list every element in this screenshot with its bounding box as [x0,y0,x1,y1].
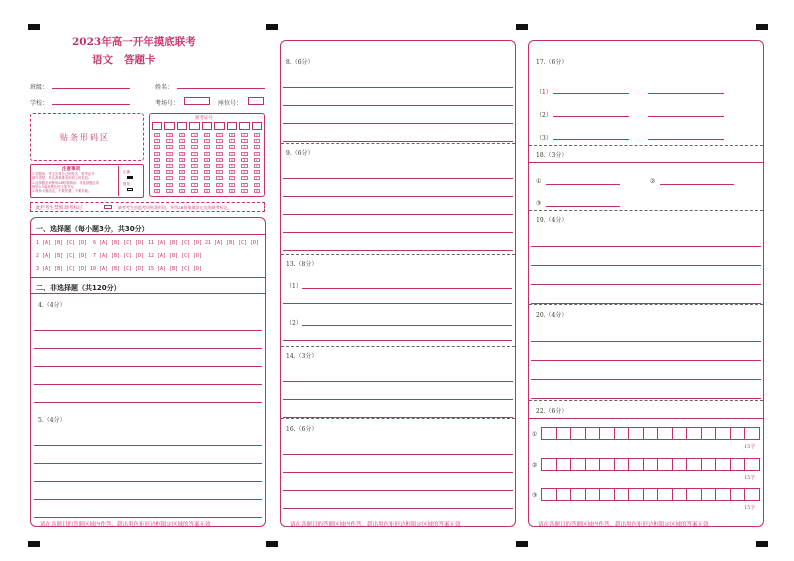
exam-number-cells[interactable] [151,122,263,196]
exam-digit-bubble[interactable]: 5 [166,164,172,168]
choice-q7[interactable]: 7 [A] [B] [C] [D] [93,253,145,259]
exam-room-label: 考场号： [155,100,180,107]
q17-3-line-b[interactable] [648,139,724,140]
exam-digit-bubble[interactable]: 9 [216,189,222,193]
notice-lines: 1.答题前，考生先将自己的姓名、准考证号 填写清楚，并认真核准条形码上的信息。 2.选择题必须使用2B铅笔填涂；非选择题必须 使用0.5毫米黑色签字笔书写。 3.保持卡面清洁，不要折叠、不要弄破。 [32,172,100,194]
exam-digit-box[interactable] [214,122,224,130]
exam-digit-box[interactable] [239,122,249,130]
exam-digit-box[interactable] [177,122,187,130]
char-cell[interactable] [715,427,731,440]
q5-answer-area[interactable] [34,427,262,517]
char-cell[interactable] [744,427,760,440]
class-field[interactable] [52,88,130,89]
q22-label: 22.（6分） [536,408,568,415]
exam-digit-bubble[interactable]: 8 [179,183,185,187]
name-field[interactable] [177,88,265,89]
exam-digit-bubble[interactable]: 7 [154,176,160,180]
answer-line[interactable] [34,384,262,385]
exam-digit-bubble[interactable]: 2 [216,145,222,149]
registration-mark [28,541,40,547]
exam-digit-bubble[interactable]: 8 [204,183,210,187]
exam-digit-bubble[interactable]: 6 [216,170,222,174]
q22-row3-count: 15字 [744,505,756,511]
char-cell[interactable] [744,458,760,471]
answer-line[interactable] [283,399,513,400]
char-cell[interactable] [730,427,746,440]
exam-digit-bubble[interactable]: 3 [216,152,222,156]
exam-digit-bubble[interactable]: 8 [229,183,235,187]
choice-q6[interactable]: 6 [A] [B] [C] [D] [93,240,145,246]
exam-digit-box[interactable] [189,122,199,130]
char-cell[interactable] [643,458,659,471]
answer-line[interactable] [283,214,513,215]
exam-digit-bubble[interactable]: 8 [241,183,247,187]
answer-line[interactable] [531,341,761,342]
missing-mark-text: 此栏考生禁填 缺考标记 [36,206,83,211]
exam-digit-bubble[interactable]: 2 [254,145,260,149]
exam-digit-bubble[interactable]: 0 [216,133,222,137]
exam-digit-bubble[interactable]: 1 [229,139,235,143]
exam-digit-bubble[interactable]: 7 [204,176,210,180]
char-cell[interactable] [715,458,731,471]
answer-line[interactable] [531,246,761,247]
answer-line[interactable] [283,472,513,473]
choice-q15[interactable]: 15 [A] [B] [C] [D] [148,266,203,272]
exam-digit-bubble[interactable]: 5 [204,164,210,168]
answer-line[interactable] [283,454,513,455]
char-cell[interactable] [570,427,586,440]
char-cell[interactable] [657,427,673,440]
exam-digit-bubble[interactable]: 3 [229,152,235,156]
exam-digit-bubble[interactable]: 9 [254,189,260,193]
answer-line[interactable] [34,463,262,464]
exam-digit-box[interactable] [164,122,174,130]
answer-line[interactable] [283,381,513,382]
q18-3-line[interactable] [546,206,620,207]
exam-digit-bubble[interactable]: 2 [166,145,172,149]
seat-label: 座位号： [218,100,243,107]
char-cell[interactable] [628,488,644,501]
exam-digit-bubble[interactable]: 4 [166,158,172,162]
exam-digit-bubble[interactable]: 5 [216,164,222,168]
q14-label: 14.（3分） [286,353,318,360]
exam-digit-bubble[interactable]: 6 [204,170,210,174]
q22-row1-count: 15字 [744,444,756,450]
exam-digit-box[interactable] [202,122,212,130]
exam-digit-bubble[interactable]: 1 [204,139,210,143]
answer-line[interactable] [34,499,262,500]
q13-1-line2[interactable] [283,303,512,304]
q14-answer-area[interactable] [283,363,513,418]
q22-row3-label: ③ [532,492,538,499]
char-cell[interactable] [541,427,557,440]
char-cell[interactable] [541,488,557,501]
q17-1-line-b[interactable] [648,93,724,94]
answer-card-title: 语文 答题卡 [92,54,156,66]
answer-line[interactable] [34,445,262,446]
q13-2-line2[interactable] [283,340,512,341]
q9-answer-area[interactable] [283,160,513,252]
answer-line[interactable] [283,508,513,509]
exam-digit-bubble[interactable]: 5 [191,164,197,168]
char-cell[interactable] [556,458,572,471]
exam-digit-bubble[interactable]: 1 [254,139,260,143]
char-cell[interactable] [556,427,572,440]
q13-2-line[interactable] [302,325,512,326]
q22-row2-grid[interactable] [541,458,759,471]
q16-label: 16.（6分） [286,426,318,433]
answer-line[interactable] [283,123,513,124]
missing-mark-note: 缺考考生由监考员贴条形码，并用2B铅笔填涂左边的缺考标记。 [118,205,232,210]
school-field[interactable] [52,104,130,105]
q9-label: 9.（6分） [286,150,314,157]
exam-digit-box[interactable] [152,122,162,130]
char-cell[interactable] [614,427,630,440]
char-cell[interactable] [686,427,702,440]
exam-digit-bubble[interactable]: 2 [229,145,235,149]
q22-row1-label: ① [532,431,538,438]
exam-digit-bubble[interactable]: 2 [154,145,160,149]
exam-digit-bubble[interactable]: 5 [241,164,247,168]
q18-item-2: ② [650,178,656,185]
char-cell[interactable] [686,488,702,501]
exam-digit-bubble[interactable]: 0 [179,133,185,137]
exam-digit-bubble[interactable]: 5 [229,164,235,168]
q13-2-label: （2） [286,320,302,327]
exam-digit-bubble[interactable]: 3 [254,152,260,156]
char-cell[interactable] [585,427,601,440]
char-cell[interactable] [701,488,717,501]
answer-line[interactable] [531,284,761,285]
exam-digit-bubble[interactable]: 1 [166,139,172,143]
q17-3-line-a[interactable] [553,139,629,140]
section2-title: 二、非选择题（共120分） [36,284,121,292]
choice-q12[interactable]: 12 [A] [B] [C] [D] [148,253,203,259]
q17-item-3: （3） [536,135,552,142]
registration-mark [516,24,528,30]
exam-digit-bubble[interactable]: 9 [229,189,235,193]
exam-digit-bubble[interactable]: 9 [179,189,185,193]
exam-digit-bubble[interactable]: 9 [204,189,210,193]
q19-answer-area[interactable] [531,227,761,303]
choice-q3[interactable]: 3 [A] [B] [C] [D] [36,266,88,272]
q18-item-3: ③ [536,200,542,207]
char-cell[interactable] [730,458,746,471]
exam-title: 2023年高一开年摸底联考 [72,36,196,48]
exam-digit-bubble[interactable]: 0 [229,133,235,137]
q22-row3-grid[interactable] [541,488,759,501]
exam-digit-bubble[interactable]: 4 [216,158,222,162]
exam-digit-bubble[interactable]: 6 [229,170,235,174]
answer-line[interactable] [283,141,513,142]
exam-digit-bubble[interactable]: 8 [154,183,160,187]
char-cell[interactable] [744,488,760,501]
exam-digit-bubble[interactable]: 4 [191,158,197,162]
exam-digit-bubble[interactable]: 3 [191,152,197,156]
char-cell[interactable] [585,488,601,501]
answer-line[interactable] [283,490,513,491]
answer-line[interactable] [34,517,262,518]
exam-digit-bubble[interactable]: 8 [166,183,172,187]
exam-digit-bubble[interactable]: 4 [254,158,260,162]
q18-2-line[interactable] [660,184,734,185]
answer-line[interactable] [531,398,761,399]
q20-answer-area[interactable] [531,322,761,398]
q20-label: 20.（4分） [536,312,568,319]
fill-sample: 正确 错误 [118,166,142,196]
answer-line[interactable] [34,366,262,367]
char-cell[interactable] [599,488,615,501]
q17-label: 17.（6分） [536,59,568,66]
seat-boxes[interactable] [248,97,264,105]
char-cell[interactable] [614,458,630,471]
class-label: 班级： [30,84,49,91]
answer-line[interactable] [34,330,262,331]
q22-row1-grid[interactable] [541,427,759,440]
q8-answer-area[interactable] [283,69,513,141]
answer-line[interactable] [283,250,513,251]
exam-digit-bubble[interactable]: 6 [154,170,160,174]
exam-digit-bubble[interactable]: 6 [241,170,247,174]
left-footer: 请在各题目的答题区域内作答，超出黑色矩形边框限定区域的答案无效 [40,522,211,528]
char-cell[interactable] [556,488,572,501]
exam-digit-bubble[interactable]: 7 [216,176,222,180]
q19-label: 19.（4分） [536,217,568,224]
exam-digit-bubble[interactable]: 8 [191,183,197,187]
q17-2-line-a[interactable] [553,116,629,117]
middle-footer: 请在各题目的答题区域内作答，超出黑色矩形边框限定区域的答案无效 [290,522,461,528]
exam-digit-bubble[interactable]: 6 [254,170,260,174]
answer-line[interactable] [34,348,262,349]
char-cell[interactable] [599,458,615,471]
q18-1-line[interactable] [546,184,620,185]
exam-digit-bubble[interactable]: 4 [179,158,185,162]
answer-line[interactable] [531,265,761,266]
exam-digit-bubble[interactable]: 3 [204,152,210,156]
q16-answer-area[interactable] [283,436,513,514]
missing-mark-box[interactable] [104,205,112,209]
char-cell[interactable] [628,458,644,471]
exam-digit-bubble[interactable]: 0 [154,133,160,137]
exam-digit-bubble[interactable]: 0 [191,133,197,137]
exam-digit-bubble[interactable]: 4 [204,158,210,162]
q18-label: 18.（3分） [536,152,568,159]
exam-number-label: 准考证号 [195,116,213,121]
exam-digit-box[interactable] [227,122,237,130]
char-cell[interactable] [643,488,659,501]
q13-label: 13.（8分） [286,261,318,268]
exam-digit-bubble[interactable]: 9 [166,189,172,193]
exam-digit-bubble[interactable]: 3 [154,152,160,156]
exam-digit-bubble[interactable]: 4 [229,158,235,162]
exam-digit-bubble[interactable]: 0 [241,133,247,137]
char-cell[interactable] [672,427,688,440]
answer-line[interactable] [283,232,513,233]
exam-digit-bubble[interactable]: 6 [166,170,172,174]
char-cell[interactable] [643,427,659,440]
q4-label: 4.（4分） [38,302,66,309]
choice-q2[interactable]: 2 [A] [B] [C] [D] [36,253,88,259]
exam-digit-bubble[interactable]: 9 [154,189,160,193]
exam-digit-bubble[interactable]: 7 [191,176,197,180]
registration-mark [756,541,768,547]
exam-digit-bubble[interactable]: 1 [241,139,247,143]
registration-mark [516,541,528,547]
exam-digit-bubble[interactable]: 3 [179,152,185,156]
exam-digit-bubble[interactable]: 4 [154,158,160,162]
char-cell[interactable] [701,458,717,471]
exam-digit-bubble[interactable]: 2 [204,145,210,149]
exam-digit-bubble[interactable]: 7 [166,176,172,180]
exam-digit-bubble[interactable]: 2 [179,145,185,149]
q17-1-line-a[interactable] [553,93,629,94]
exam-digit-bubble[interactable]: 1 [179,139,185,143]
exam-digit-bubble[interactable]: 0 [254,133,260,137]
registration-mark [266,541,278,547]
choice-q21[interactable]: 21 [A] [B] [C] [D] [205,240,260,246]
char-cell[interactable] [672,488,688,501]
q4-answer-area[interactable] [34,312,262,402]
exam-digit-bubble[interactable]: 0 [166,133,172,137]
answer-line[interactable] [34,481,262,482]
answer-line[interactable] [531,360,761,361]
exam-digit-bubble[interactable]: 2 [191,145,197,149]
exam-digit-bubble[interactable]: 7 [254,176,260,180]
char-cell[interactable] [715,488,731,501]
answer-line[interactable] [283,105,513,106]
exam-digit-bubble[interactable]: 7 [241,176,247,180]
exam-digit-bubble[interactable]: 2 [241,145,247,149]
q17-item-2: （2） [536,112,552,119]
school-label: 学校： [30,100,49,107]
char-cell[interactable] [701,427,717,440]
exam-digit-bubble[interactable]: 4 [241,158,247,162]
answer-line[interactable] [283,196,513,197]
exam-digit-bubble[interactable]: 3 [241,152,247,156]
char-cell[interactable] [541,458,557,471]
exam-digit-bubble[interactable]: 6 [179,170,185,174]
exam-digit-bubble[interactable]: 7 [229,176,235,180]
q8-label: 8.（6分） [286,59,314,66]
answer-line[interactable] [283,178,513,179]
exam-digit-bubble[interactable]: 1 [216,139,222,143]
answer-line[interactable] [34,402,262,403]
exam-digit-bubble[interactable]: 0 [204,133,210,137]
exam-digit-bubble[interactable]: 5 [254,164,260,168]
exam-digit-bubble[interactable]: 3 [166,152,172,156]
registration-mark [266,24,278,30]
char-cell[interactable] [599,427,615,440]
char-cell[interactable] [686,458,702,471]
exam-digit-bubble[interactable]: 6 [191,170,197,174]
exam-digit-bubble[interactable]: 9 [241,189,247,193]
q17-2-line-b[interactable] [648,116,724,117]
char-cell[interactable] [730,488,746,501]
choice-q1[interactable]: 1 [A] [B] [C] [D] [36,240,88,246]
name-label: 姓名： [155,84,174,91]
exam-digit-bubble[interactable]: 9 [191,189,197,193]
char-cell[interactable] [657,488,673,501]
q18-item-1: ① [536,178,542,185]
exam-digit-bubble[interactable]: 8 [216,183,222,187]
q17-item-1: （1） [536,89,552,96]
char-cell[interactable] [628,427,644,440]
exam-digit-box[interactable] [252,122,262,130]
notice-title: 注意事项 [62,167,80,172]
choice-q10[interactable]: 10 [A] [B] [C] [D] [90,266,145,272]
exam-digit-bubble[interactable]: 7 [179,176,185,180]
q22-row2-label: ② [532,462,538,469]
answer-line[interactable] [531,379,761,380]
q5-label: 5.（4分） [38,417,66,424]
registration-mark [756,24,768,30]
exam-digit-bubble[interactable]: 5 [179,164,185,168]
q13-1-line[interactable] [302,288,512,289]
barcode-area-label: 贴条形码区 [60,133,110,142]
char-cell[interactable] [585,458,601,471]
section1-title: 一、选择题（每小题3分，共30分） [36,225,149,233]
exam-digit-bubble[interactable]: 1 [191,139,197,143]
char-cell[interactable] [657,458,673,471]
answer-line[interactable] [283,87,513,88]
q13-1-label: （1） [286,283,302,290]
char-cell[interactable] [672,458,688,471]
exam-digit-bubble[interactable]: 1 [154,139,160,143]
exam-digit-bubble[interactable]: 8 [254,183,260,187]
exam-digit-bubble[interactable]: 5 [154,164,160,168]
char-cell[interactable] [570,488,586,501]
char-cell[interactable] [570,458,586,471]
exam-room-boxes[interactable] [184,97,210,105]
registration-mark [28,24,40,30]
char-cell[interactable] [614,488,630,501]
q22-row2-count: 15字 [744,475,756,481]
right-footer: 请在各题目的答题区域内作答，超出黑色矩形边框限定区域的答案无效 [538,522,709,528]
choice-q11[interactable]: 11 [A] [B] [C] [D] [148,240,203,246]
